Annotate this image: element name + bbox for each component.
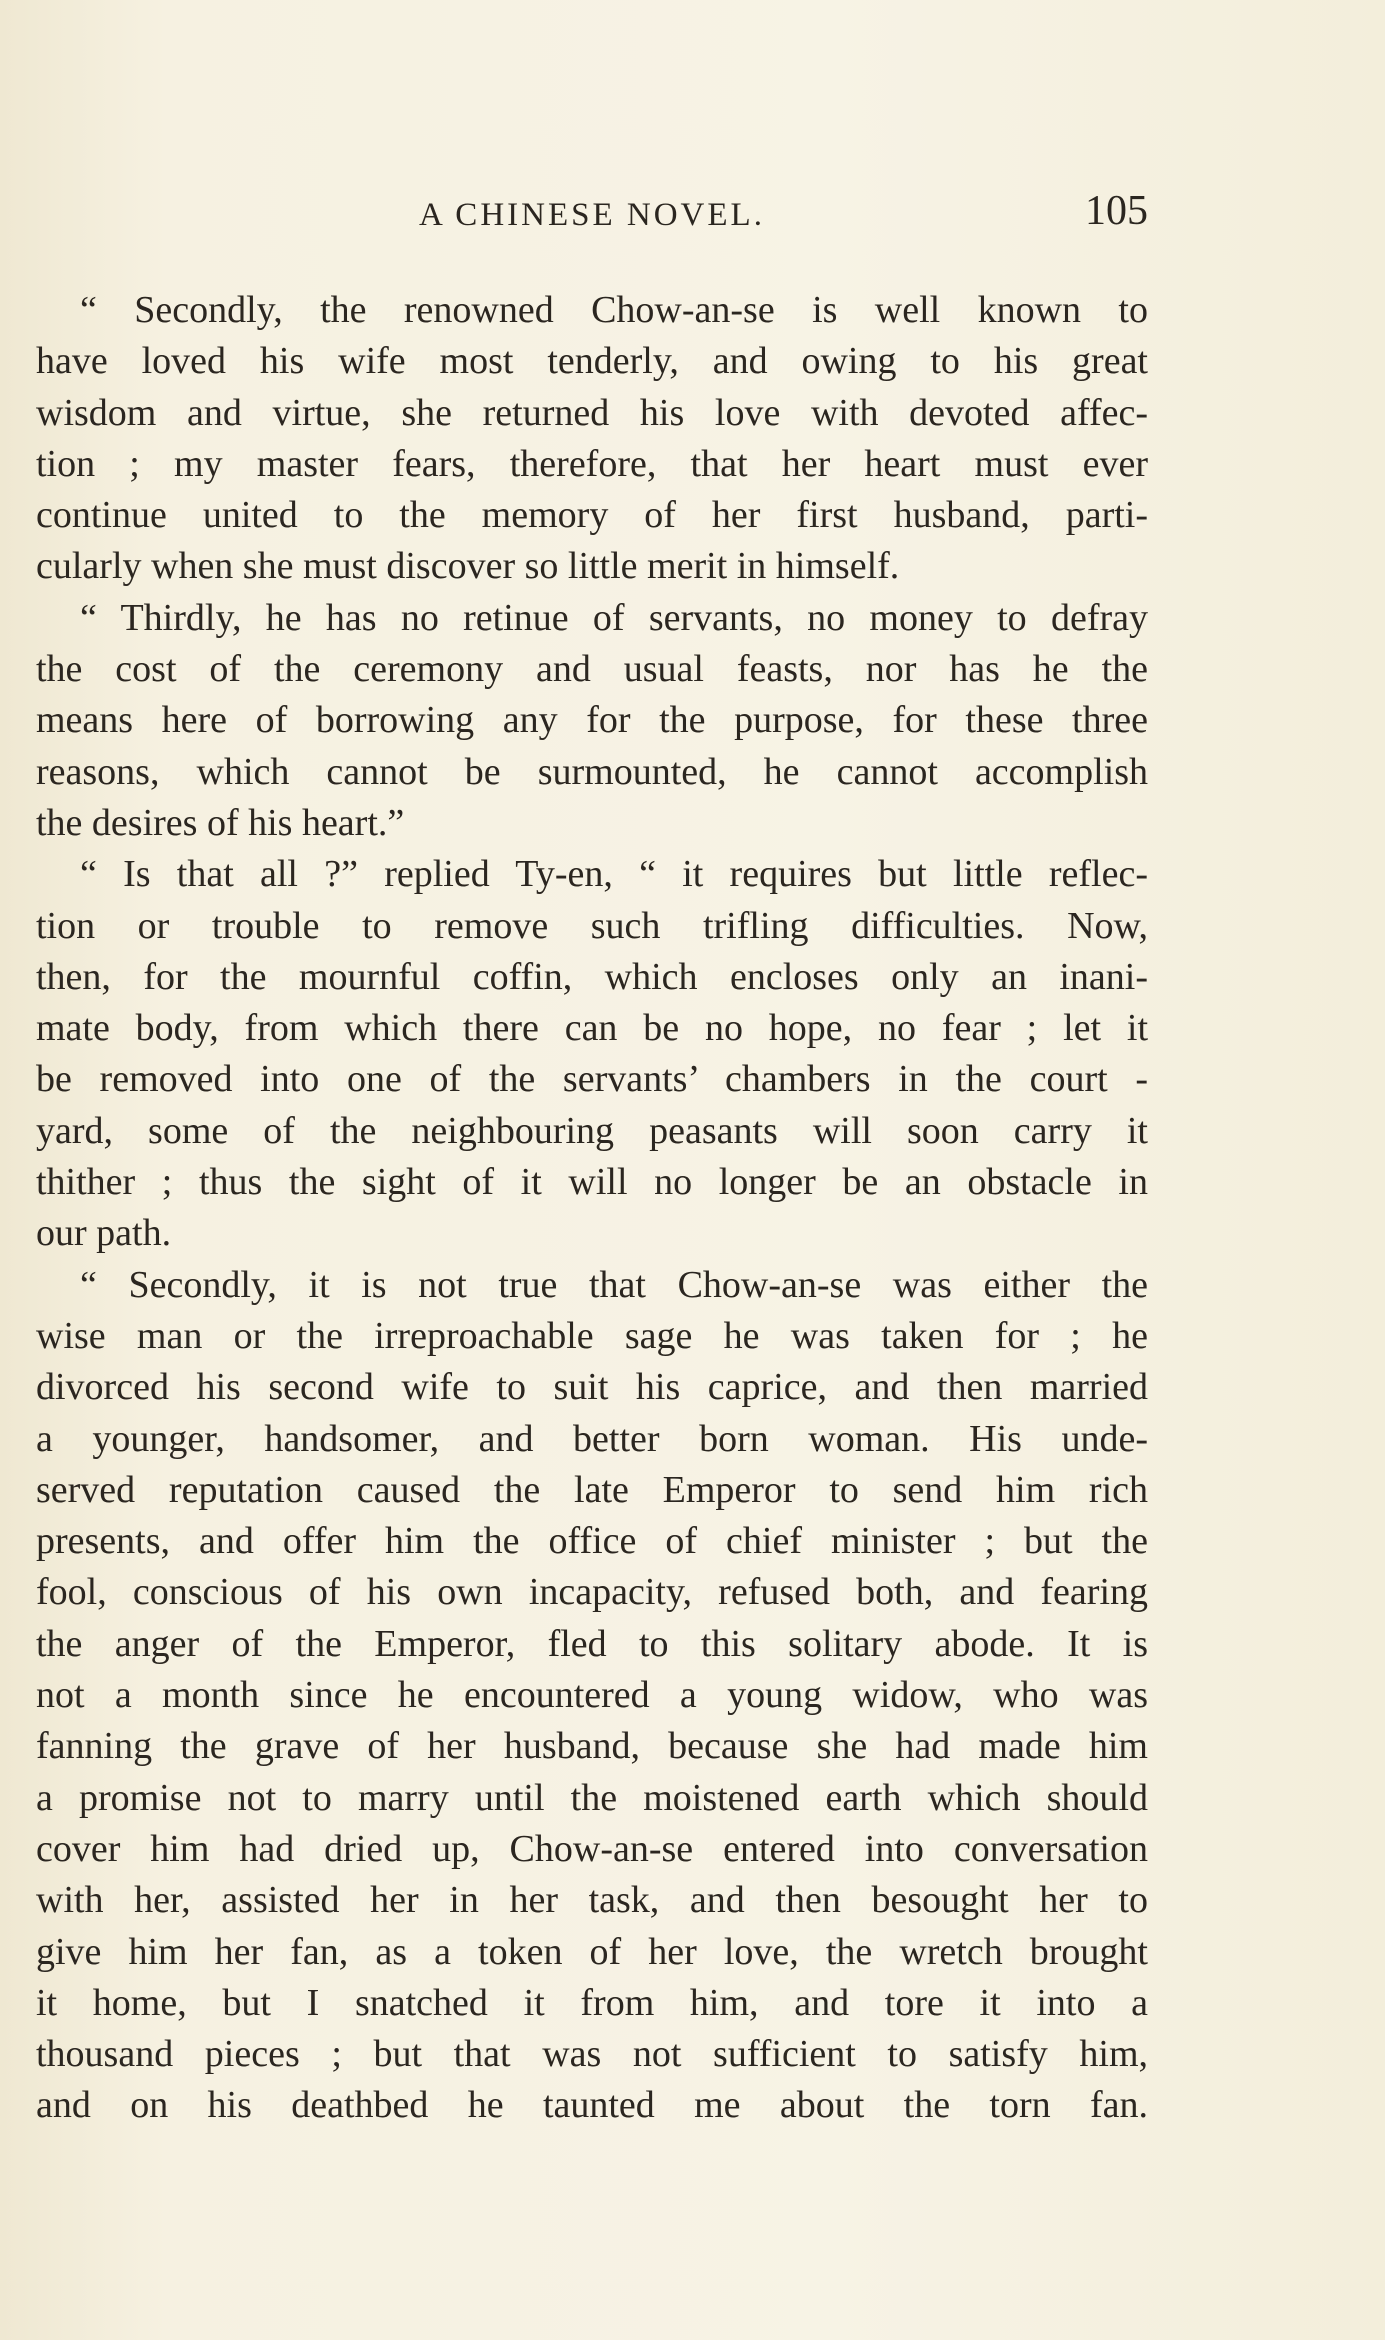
text-line: the cost of the ceremony and usual feasts, nor has he the (36, 648, 1148, 691)
text-line: reasons, which cannot be surmounted, he cannot accomplish (36, 750, 1148, 793)
text-line: be removed into one of the servants’ chambers in the court - (36, 1058, 1148, 1101)
text-line: fanning the grave of her husband, because she had made him (36, 1725, 1148, 1768)
text-line: fool, conscious of his own incapacity, refused both, and fearing (36, 1571, 1148, 1614)
text-line: the desires of his heart.” (36, 801, 405, 844)
text-line: wisdom and virtue, she returned his love with devoted affec- (36, 391, 1148, 434)
text-line: divorced his second wife to suit his caprice, and then married (36, 1366, 1148, 1409)
text-line: tion or trouble to remove such trifling difficulties. Now, (36, 904, 1148, 947)
text-line: a younger, handsomer, and better born woman. His unde- (36, 1417, 1148, 1460)
text-line: presents, and offer him the office of chief minister ; but the (36, 1520, 1148, 1563)
text-line: cularly when she must discover so little merit in himself. (36, 545, 900, 588)
body-text (36, 285, 1148, 2132)
text-line: “ Is that all ?” replied Ty-en, “ it requires but little reflec- (80, 853, 1148, 896)
text-line: mate body, from which there can be no hope, no fear ; let it (36, 1007, 1148, 1050)
page-number: 105 (1085, 188, 1148, 234)
text-line: have loved his wife most tenderly, and owing to his great (36, 340, 1148, 383)
text-line: not a month since he encountered a young widow, who was (36, 1674, 1148, 1717)
text-line: “ Secondly, it is not true that Chow-an-se was either the (80, 1263, 1148, 1306)
text-line: tion ; my master fears, therefore, that her heart must ever (36, 442, 1148, 485)
text-line: and on his deathbed he taunted me about the torn fan. (36, 2084, 1148, 2127)
text-line: a promise not to marry until the moistened earth which should (36, 1776, 1148, 1819)
text-line: served reputation caused the late Emperor to send him rich (36, 1468, 1148, 1511)
text-line: then, for the mournful coffin, which encloses only an inani- (36, 955, 1148, 998)
text-line: it home, but I snatched it from him, and tore it into a (36, 1981, 1148, 2024)
text-line: wise man or the irreproachable sage he was taken for ; he (36, 1314, 1148, 1357)
text-line: give him her fan, as a token of her love, the wretch brought (36, 1930, 1148, 1973)
text-line: “ Secondly, the renowned Chow-an-se is well known to (80, 289, 1148, 331)
text-line: “ Thirdly, he has no retinue of servants, no money to defray (80, 596, 1148, 639)
text-line: yard, some of the neighbouring peasants will soon carry it (36, 1109, 1148, 1152)
text-line: with her, assisted her in her task, and then besought her to (36, 1879, 1148, 1922)
text-line: continue united to the memory of her first husband, parti- (36, 494, 1148, 537)
running-head (36, 185, 1148, 245)
text-line: our path. (36, 1212, 172, 1255)
text-line: cover him had dried up, Chow-an-se entered into conversation (36, 1827, 1148, 1870)
text-line: thither ; thus the sight of it will no longer be an obstacle in (36, 1161, 1148, 1204)
text-line: the anger of the Emperor, fled to this solitary abode. It is (36, 1622, 1148, 1665)
text-line: thousand pieces ; but that was not sufficient to satisfy him, (36, 2033, 1148, 2076)
text-line: means here of borrowing any for the purpose, for these three (36, 699, 1148, 742)
running-title: A CHINESE NOVEL. (419, 197, 765, 233)
